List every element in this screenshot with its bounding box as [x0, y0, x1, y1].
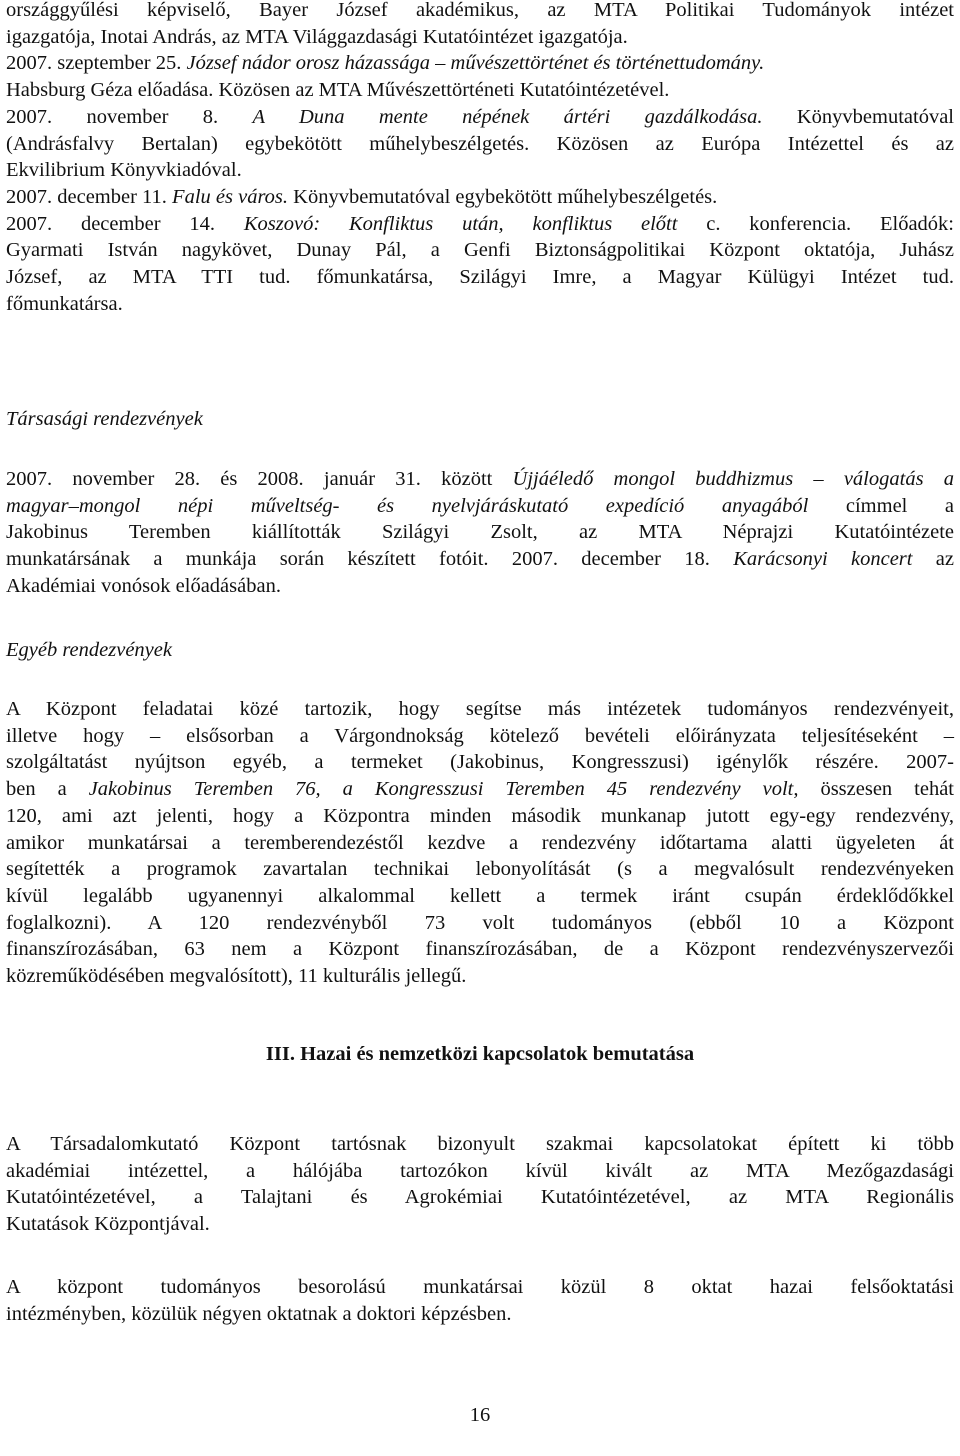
text-line: segítették a programok zavartalan technikai lebonyolítását (s a megvalósult rendezvényeken	[6, 858, 954, 881]
events-list-top	[6, 0, 954, 317]
text-line: Kutatóintézetével, a Talajtani és Agrokémiai Kutatóintézetével, az MTA Regionális	[6, 1186, 954, 1209]
text-line: kívül legalább ugyanennyi alkalommal kellett a termek iránt csupán érdeklődőkkel	[6, 884, 954, 907]
section-heading-other: Egyéb rendezvények	[6, 639, 172, 661]
text-line: illetve hogy – elsősorban a Várgondnokság kötelező bevételi előirányzata teljesítéseként –	[6, 724, 954, 747]
text-line: foglalkozni). A 120 rendezvényből 73 volt tudományos (ebből 10 a Központ	[6, 911, 954, 934]
event-entry: 2007. november 8. A Duna mente népének ártéri gazdálkodása. Könyvbemutatóval	[6, 105, 954, 128]
event-entry: 2007. december 14. Koszovó: Konfliktus után, konfliktus előtt c. konferencia. Előadók:	[6, 212, 955, 235]
text-line: finanszírozásában, 63 nem a Központ finanszírozásában, de a Központ rendezvényszervezői	[6, 938, 954, 961]
text-line: szolgáltatást nyújtson egyéb, a termeket (Jakobinus, Kongresszusi) igénylők részére. 2007-	[6, 751, 954, 774]
text-line: József, az MTA TTI tud. főmunkatársa, Szilágyi Imre, a Magyar Külügyi Intézet tud.	[6, 266, 954, 289]
text-line: A Társadalomkutató Központ tartósnak bizonyult szakmai kapcsolatokat épített ki több	[6, 1133, 954, 1155]
text-line: országgyűlési képviselő, Bayer József akadémikus, az MTA Politikai Tudományok intézet	[6, 0, 954, 21]
text-line: Habsburg Géza előadása. Közösen az MTA Művészettörténeti Kutatóintézetével.	[6, 79, 670, 102]
text-line: 120, ami azt jelenti, hogy a Központra minden második munkanap jutott egy-egy rendezvény,	[6, 804, 954, 827]
text-line: akadémiai intézettel, a hálójába tartozókon kívül kivált az MTA Mezőgazdasági	[6, 1159, 954, 1182]
paragraph	[6, 1131, 954, 1238]
text-line: Kutatások Központjával.	[6, 1213, 210, 1236]
text-line: (Andrásfalvy Bertalan) egybekötött műhelybeszélgetés. Közösen az Európa Intézettel és az	[6, 132, 954, 155]
document-page	[6, 0, 954, 1456]
text-line: munkatársának a munkája során készített fotóit. 2007. december 18. Karácsonyi koncert az	[6, 548, 954, 571]
text-line: Jakobinus Teremben kiállították Szilágyi Zsolt, az MTA Néprajzi Kutatóintézete	[6, 521, 954, 544]
section-title: III. Hazai és nemzetközi kapcsolatok bemutatása	[265, 1043, 695, 1065]
social-events-block	[6, 466, 954, 600]
text-line: igazgatója, Inotai András, az MTA Világgazdasági Kutatóintézet igazgatója.	[6, 25, 628, 48]
other-events-block	[6, 696, 954, 990]
text-line: intézményben, közülük négyen oktatnak a doktori képzésben.	[6, 1302, 512, 1325]
section-heading-social: Társasági rendezvények	[6, 408, 203, 430]
text-line: 2007. november 28. és 2008. január 31. között Újjáéledő mongol buddhizmus – válogatás a	[6, 468, 954, 490]
text-line: közreműködésében megvalósított), 11 kulturális jellegű.	[6, 965, 467, 988]
text-line: Gyarmati István nagykövet, Dunay Pál, a Genfi Biztonságpolitikai Központ oktatója, Juhász	[6, 239, 954, 262]
text-line: amikor munkatársai a teremberendezéstől kezdve a rendezvény időtartama alatti ügyeleten át	[6, 831, 954, 854]
event-entry: 2007. szeptember 25. József nádor orosz házassága – művészettörténet és történettudomány.	[6, 52, 765, 75]
text-line: Akadémiai vonósok előadásában.	[6, 574, 281, 597]
text-line: ben a Jakobinus Teremben 76, a Kongresszusi Teremben 45 rendezvény volt, összesen tehát	[6, 778, 954, 801]
text-line: Ekvilibrium Könyvkiadóval.	[6, 159, 242, 182]
paragraph	[6, 1274, 954, 1327]
text-line: magyar–mongol népi műveltség- és nyelvjáráskutató expedíció anyagából címmel a	[6, 494, 954, 517]
text-line: A központ tudományos besorolású munkatársai közül 8 oktat hazai felsőoktatási	[6, 1276, 954, 1298]
page-number: 16	[469, 1404, 491, 1426]
event-entry: 2007. december 11. Falu és város. Könyvbemutatóval egybekötött műhelybeszélgetés.	[6, 185, 718, 208]
text-line: A Központ feladatai közé tartozik, hogy segítse más intézetek tudományos rendezvényeit,	[6, 698, 954, 720]
text-line: főmunkatársa.	[6, 292, 123, 315]
